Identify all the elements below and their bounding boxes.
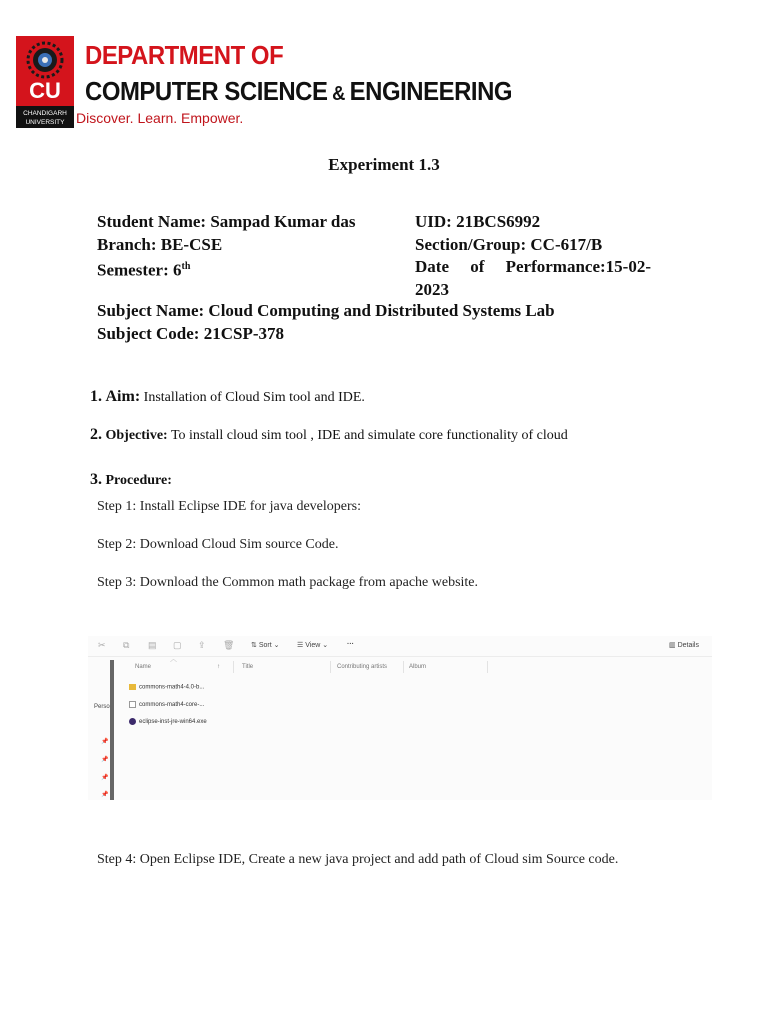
navigation-scrollbar[interactable] [110,660,114,800]
rename-icon: ▢ [173,640,182,650]
view-label: View [305,642,321,649]
aim-label: Aim: [105,388,141,405]
semester [97,256,356,279]
file-name: commons-math4-core-... [139,702,205,709]
eclipse-icon [129,718,136,725]
step-4: Step 4: Open Eclipse IDE, Create a new java project and add path of Cloud sim Source code. [97,852,619,867]
procedure-number: 3. [90,471,102,488]
experiment-title: Experiment 1.3 [328,155,440,174]
column-title[interactable]: Title [242,664,254,670]
aim-number: 1. [90,388,102,405]
svg-text:CU: CU [29,78,61,103]
objective-text: To install cloud sim tool , IDE and simulate core functionality of cloud [167,428,568,443]
dept-eng: ENGINEERING [349,76,513,106]
sort-arrow-icon: ↑ [217,664,220,670]
paste-icon: ▤ [148,640,157,650]
section-group: Section/Group: CC-617/B [415,234,603,254]
file-row[interactable] [129,718,207,725]
procedure-section [90,471,172,489]
date-label: Date [415,257,449,276]
svg-text:CHANDIGARH: CHANDIGARH [23,110,67,117]
student-name: Student Name: Sampad Kumar das [97,212,356,231]
aim-text: Installation of Cloud Sim tool and IDE. [140,390,365,405]
uid: UID: 21BCS6992 [415,212,541,231]
sidebar-personal[interactable]: Perso [94,704,110,710]
column-divider [487,661,488,673]
step-1: Step 1: Install Eclipse IDE for java developers: [97,499,361,514]
share-icon: ⇪ [198,640,206,650]
date-of-performance [415,256,651,279]
subject-code: Subject Code: 21CSP-378 [97,323,284,343]
cu-logo [16,36,74,128]
column-album[interactable]: Album [409,664,427,670]
svg-text:UNIVERSITY: UNIVERSITY [25,119,65,126]
pin-icon: 📌 [101,792,109,798]
procedure-label: Procedure: [105,473,172,488]
objective-section [90,426,568,444]
folder-icon [129,684,136,690]
zip-file-icon [129,701,136,708]
step-2: Step 2: Download Cloud Sim source Code. [97,537,339,552]
student-info-left [97,211,356,279]
file-row[interactable] [129,684,204,691]
sort-label: Sort [258,642,272,649]
details-label: Details [677,642,699,649]
step-3: Step 3: Download the Common math package from apache website. [97,575,479,590]
aim-section [90,388,365,406]
subject-name: Subject Name: Cloud Computing and Distributed Systems Lab [97,301,555,320]
details-button[interactable]: ▥ Details [669,642,699,649]
file-explorer-screenshot [88,636,712,800]
dept-cs: COMPUTER SCIENCE [85,76,328,106]
department-line-1: DEPARTMENT OF [85,40,284,70]
department-line-2 [85,76,512,107]
column-divider [233,661,234,673]
column-divider [403,661,404,673]
file-row[interactable] [129,701,204,708]
more-button[interactable]: ··· [347,641,354,648]
student-info-right [415,211,651,301]
column-artists[interactable]: Contributing artists [337,664,388,670]
objective-number: 2. [90,426,102,443]
delete-icon: 🗑 [223,640,235,650]
date-of: of [470,257,485,276]
sort-button[interactable]: ⇅ Sort ⌄ [251,642,280,649]
explorer-toolbar [88,636,712,657]
dept-amp: & [327,83,350,105]
date-perf: Performance:15-02- [505,257,651,276]
chevron-up-icon: ︿ [170,656,177,663]
pin-icon: 📌 [101,757,109,763]
subject-info [97,300,555,345]
date-year: 2023 [415,279,449,299]
copy-icon: ⧉ [123,640,130,650]
pin-icon: 📌 [101,739,109,745]
file-name: commons-math4-4.0-b... [139,684,205,691]
pin-icon: 📌 [101,775,109,781]
file-name: eclipse-inst-jre-win64.exe [139,719,207,726]
semester-suffix: th [181,261,191,272]
branch: Branch: BE-CSE [97,234,223,254]
view-button[interactable]: ☰ View ⌄ [297,642,329,649]
column-name[interactable]: Name [135,664,152,670]
semester-value: Semester: 6 [97,260,182,280]
objective-label: Objective: [105,428,168,443]
tagline: Discover. Learn. Empower. [76,110,244,126]
cut-icon: ✂ [98,640,106,650]
column-divider [330,661,331,673]
